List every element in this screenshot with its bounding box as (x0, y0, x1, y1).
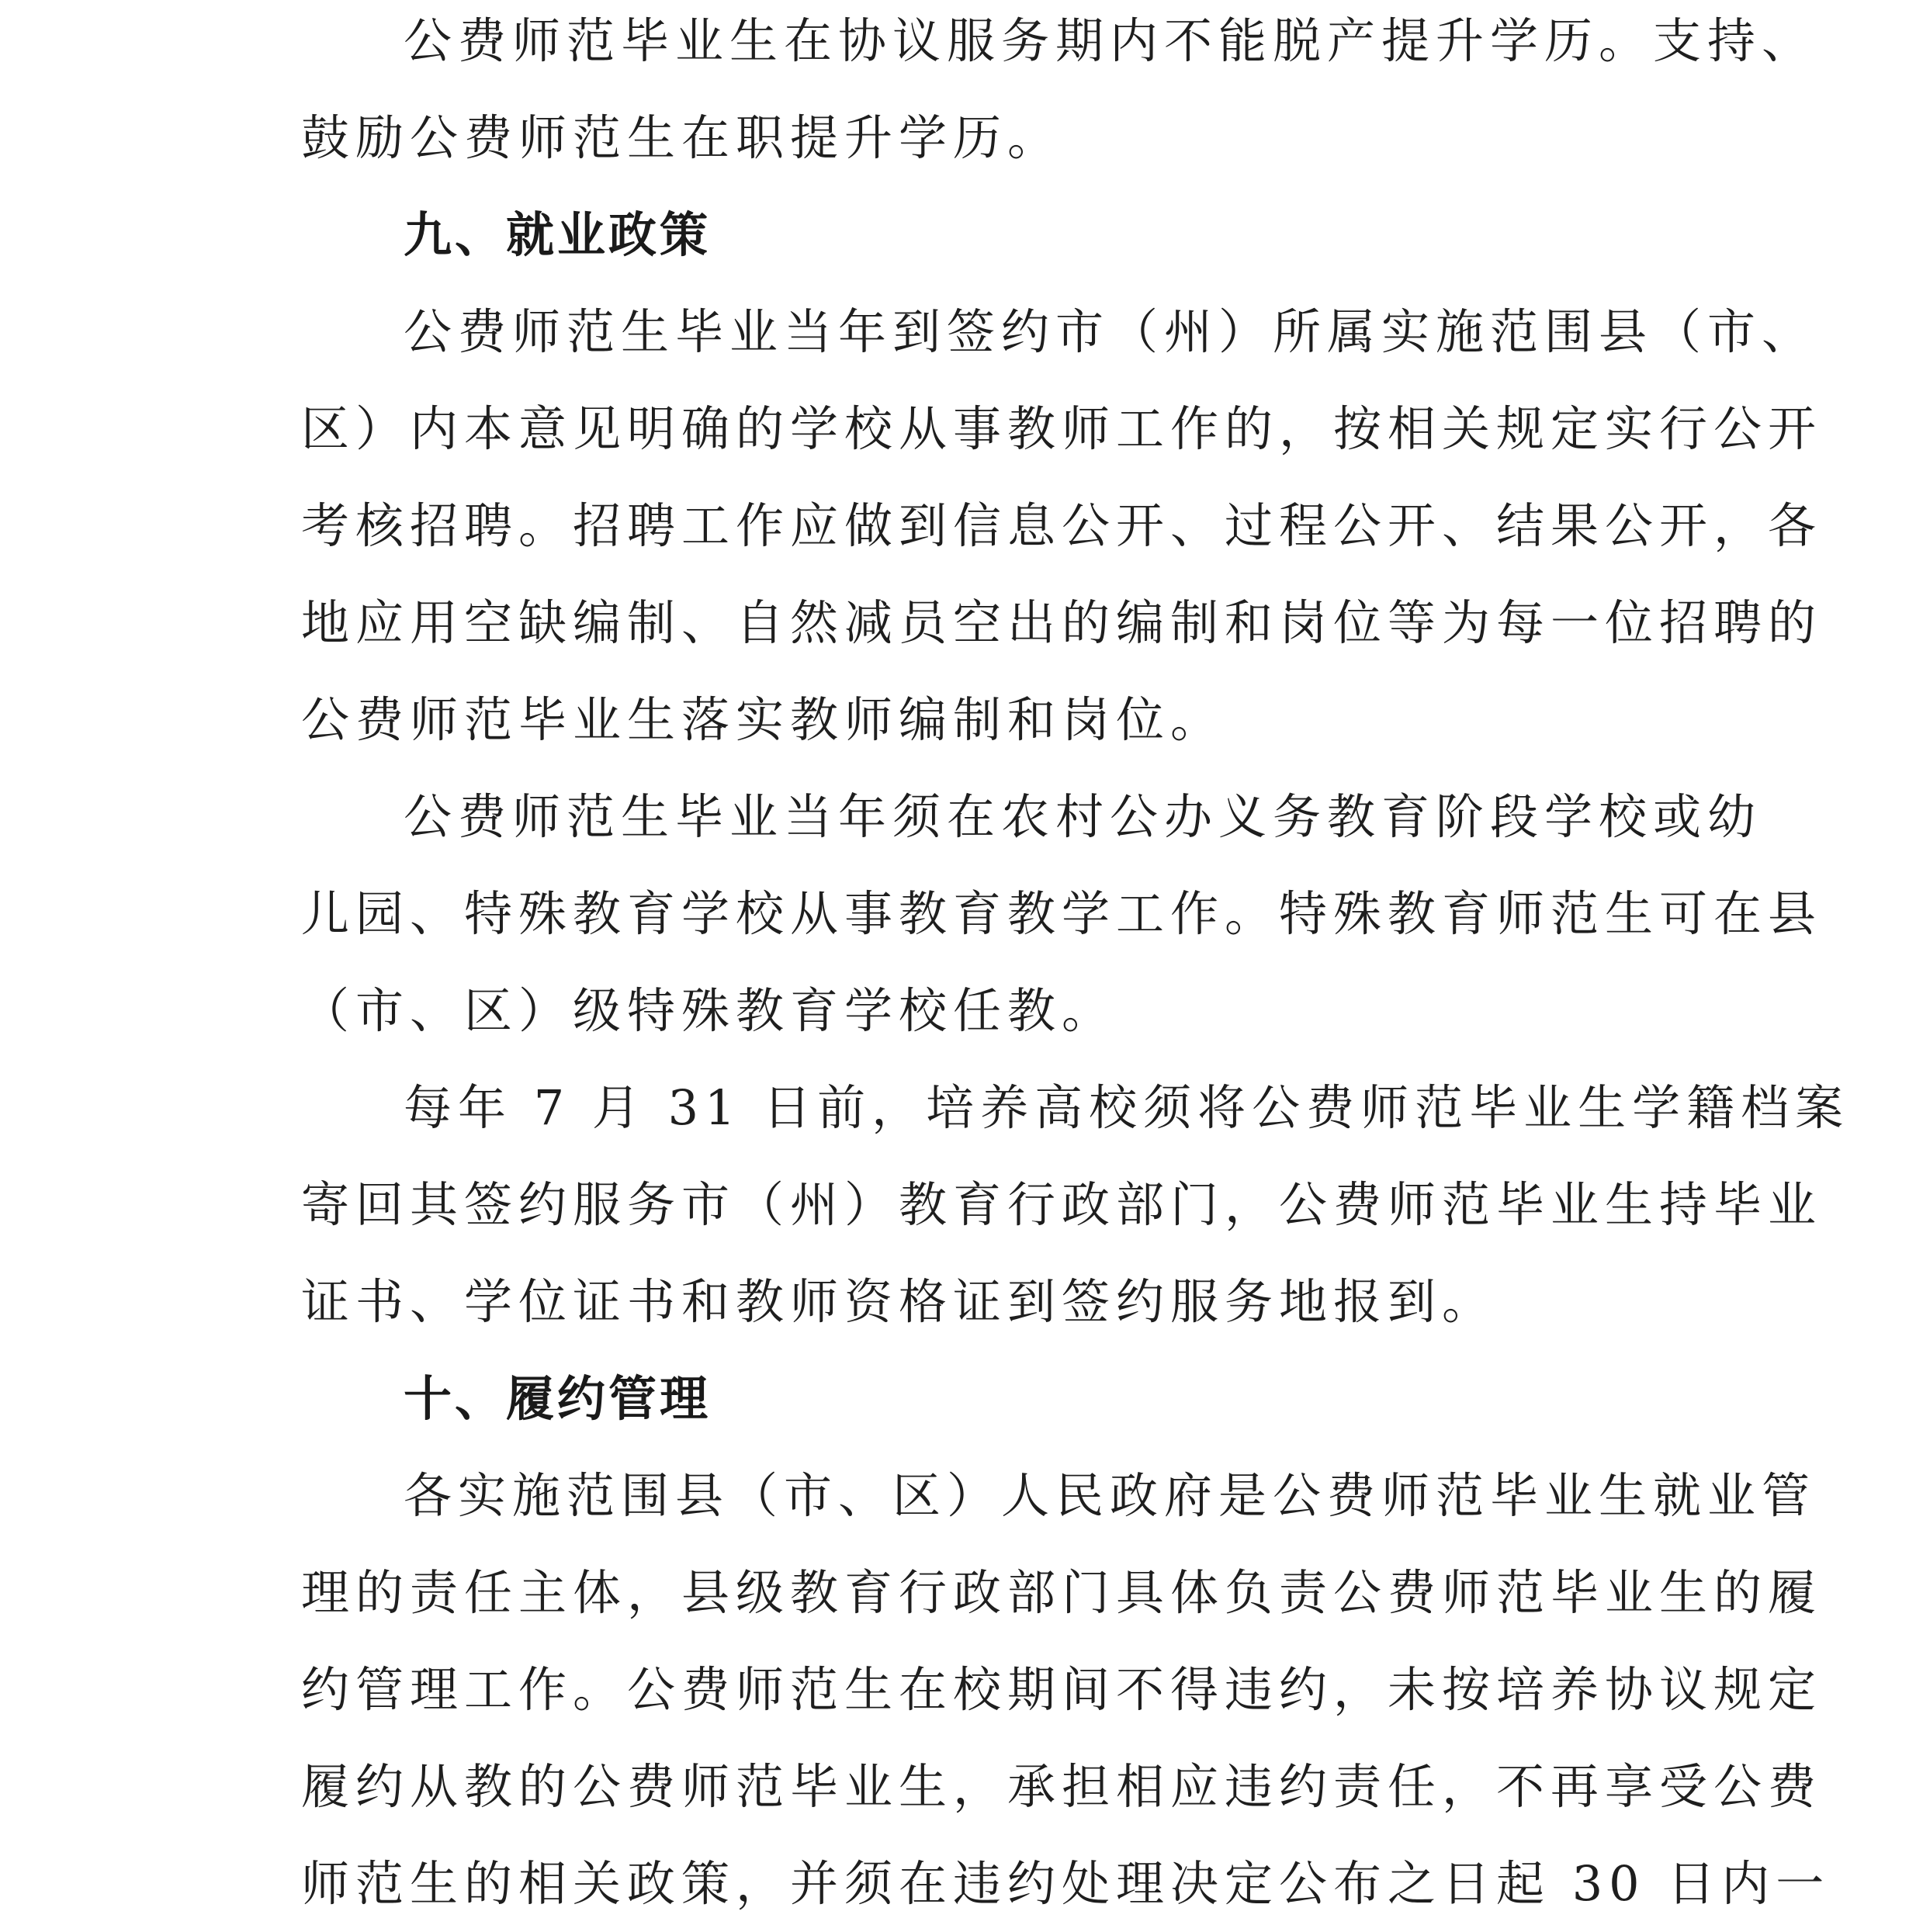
text-line: 公费师范生毕业当年到签约市（州）所属实施范围县（市、 (404, 303, 1817, 360)
paragraph-recruitment (301, 283, 1823, 768)
paragraph-file-transfer (301, 1059, 1850, 1350)
paragraph-rural-teaching (301, 768, 1823, 1059)
text-line: 公费师范毕业生落实教师编制和岗位。 (301, 691, 1225, 748)
text-line: 寄回其签约服务市（州）教育行政部门，公费师范毕业生持毕业 (301, 1176, 1823, 1233)
section-heading-contract-management: 十、履约管理 (404, 1370, 712, 1427)
paragraph-contract-responsibility (301, 1447, 1831, 1932)
text-line: 履约从教的公费师范毕业生，承担相应违约责任，不再享受公费 (301, 1758, 1823, 1815)
text-line: 约管理工作。公费师范生在校期间不得违约，未按培养协议规定 (301, 1661, 1823, 1718)
text-line: 每年 7 月 31 日前，培养高校须将公费师范毕业生学籍档案 (404, 1079, 1850, 1136)
text-line: 证书、学位证书和教师资格证到签约服务地报到。 (301, 1273, 1497, 1330)
section-heading-employment-policy: 九、就业政策 (404, 206, 712, 263)
text-line: 各实施范围县（市、区）人民政府是公费师范毕业生就业管 (404, 1467, 1817, 1524)
document-body (301, 0, 1850, 1932)
text-line: 师范生的相关政策，并须在违约处理决定公布之日起 30 日内一 (301, 1855, 1831, 1912)
text-line: 公费师范生毕业当年须在农村公办义务教育阶段学校或幼 (404, 788, 1762, 845)
paragraph-degree-upgrade (301, 0, 1817, 186)
text-line: 地应用空缺编制、自然减员空出的编制和岗位等为每一位招聘的 (301, 594, 1823, 651)
text-line: 考核招聘。招聘工作应做到信息公开、过程公开、结果公开，各 (301, 497, 1823, 554)
text-line: 理的责任主体，县级教育行政部门具体负责公费师范毕业生的履 (301, 1564, 1823, 1621)
text-line: 区）内本意见明确的学校从事教师工作的，按相关规定实行公开 (301, 400, 1823, 457)
text-line: 儿园、特殊教育学校从事教育教学工作。特殊教育师范生可在县 (301, 885, 1823, 942)
text-line: 鼓励公费师范生在职提升学历。 (301, 109, 1062, 166)
text-line: 公费师范毕业生在协议服务期内不能脱产提升学历。支持、 (404, 12, 1817, 69)
text-line: （市、区）级特殊教育学校任教。 (301, 982, 1117, 1039)
